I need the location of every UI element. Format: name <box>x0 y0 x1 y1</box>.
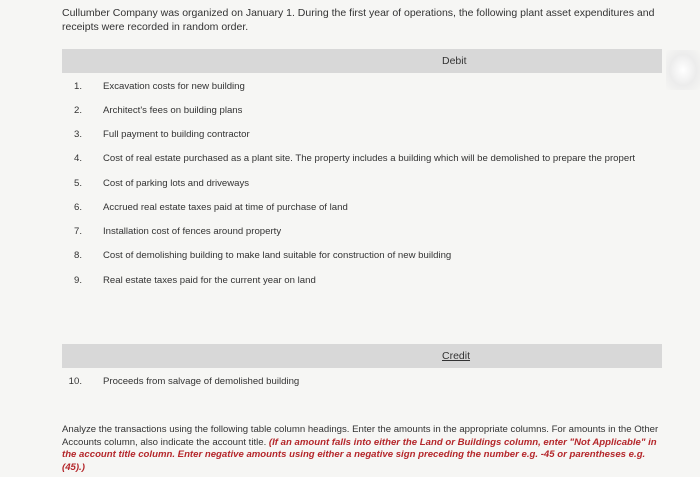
list-item <box>62 376 682 392</box>
list-item <box>62 81 682 97</box>
debit-header: Debit <box>442 55 467 67</box>
problem-intro: Cullumber Company was organized on January 1. During the first year of operations, the following plant asset expenditures and receipts were recorded in random order. <box>62 7 655 33</box>
item-number: 6. <box>73 202 82 213</box>
item-number: 9. <box>73 275 82 286</box>
instructions-text: Analyze the transactions using the following table column headings. Enter the amounts in the appropriate columns. For amounts in the Other Accounts column, also indicate the account title. <box>62 424 659 448</box>
item-description: Real estate taxes paid for the current year on land <box>103 275 316 286</box>
item-description: Excavation costs for new building <box>103 81 245 92</box>
credit-header-bar <box>62 344 662 368</box>
list-item <box>62 178 682 194</box>
screen-glare <box>666 50 700 90</box>
item-number: 4. <box>73 153 82 164</box>
instructions-emphasis: (If an amount falls into either the Land or Buildings column, enter "Not Applicable" in the account title column. Enter negative amounts using either a negative sign preceding the number e.g. -45 or parentheses e.g. (45).) <box>62 436 657 473</box>
list-item <box>62 129 682 145</box>
item-number: 7. <box>73 226 82 237</box>
list-item <box>62 250 682 266</box>
list-item <box>62 275 682 291</box>
item-description: Architect's fees on building plans <box>103 105 243 116</box>
item-description: Installation cost of fences around property <box>103 226 282 237</box>
item-description: Cost of real estate purchased as a plant site. The property includes a building which will be demolished to prepare the propert <box>103 153 636 164</box>
item-number: 1. <box>73 81 82 92</box>
item-description: Proceeds from salvage of demolished building <box>103 376 300 387</box>
credit-header: Credit <box>442 350 471 362</box>
list-item <box>62 105 682 121</box>
item-description: Accrued real estate taxes paid at time of purchase of land <box>103 202 348 213</box>
instructions <box>62 424 667 474</box>
list-item <box>62 226 682 242</box>
debit-header-bar <box>62 49 662 73</box>
item-number: 10. <box>68 376 82 387</box>
item-description: Cost of demolishing building to make land suitable for construction of new building <box>103 250 452 261</box>
item-description: Full payment to building contractor <box>103 129 250 140</box>
list-item <box>62 202 682 218</box>
item-number: 5. <box>73 178 82 189</box>
item-number: 8. <box>73 250 82 261</box>
list-item <box>62 153 682 169</box>
item-number: 3. <box>73 129 82 140</box>
item-number: 2. <box>73 105 82 116</box>
item-description: Cost of parking lots and driveways <box>103 178 250 189</box>
